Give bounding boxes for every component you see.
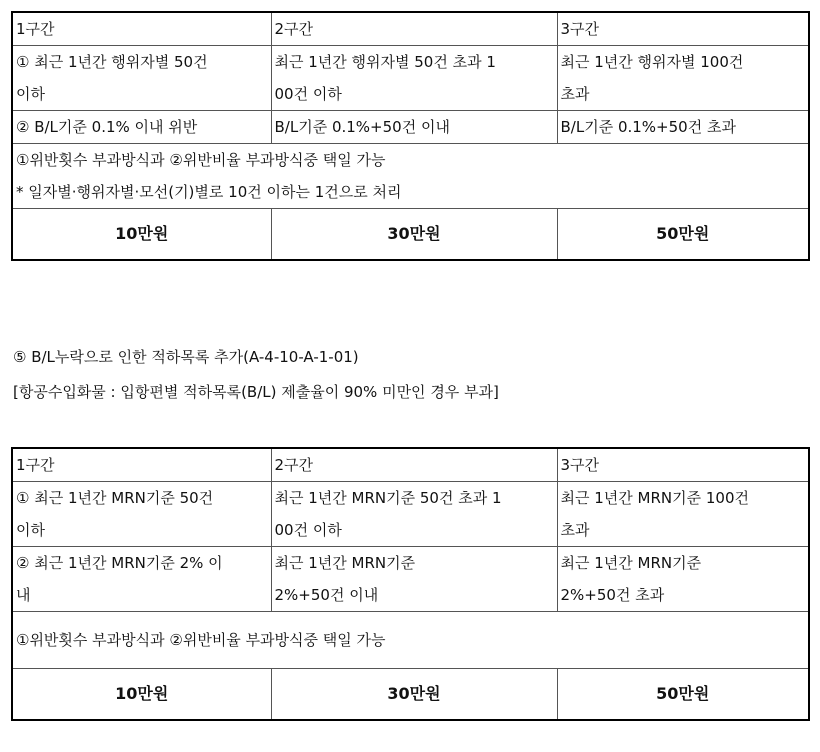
cell-line: 이하: [16, 521, 45, 539]
header-cell-3: 3구간: [557, 12, 809, 46]
tier3-ratio: [557, 547, 809, 612]
cell-line: 00건 이하: [274, 85, 342, 103]
cell-line: 최근 1년간 MRN기준: [560, 554, 702, 572]
fee-tier1: 10만원: [12, 669, 271, 721]
tier2-criteria: [271, 482, 557, 547]
tier1-ratio: ② B/L기준 0.1% 이내 위반: [12, 111, 271, 144]
tier2-ratio: [271, 547, 557, 612]
table-row: [12, 144, 809, 209]
cell-line: 최근 1년간 행위자별 100건: [560, 53, 744, 71]
cell-line: ② 최근 1년간 MRN기준 2% 이: [16, 554, 223, 572]
tier3-criteria: [557, 482, 809, 547]
header-cell-2: 2구간: [271, 12, 557, 46]
cell-line: 최근 1년간 MRN기준 100건: [560, 489, 749, 507]
tier1-criteria: [12, 46, 271, 111]
cell-line: 초과: [560, 521, 590, 539]
cell-line: 최근 1년간 MRN기준: [274, 554, 416, 572]
penalty-table-1: [11, 11, 810, 261]
notes-cell: [12, 144, 809, 209]
cell-line: 2%+50건 초과: [560, 586, 665, 604]
section-subtitle: [항공수입화물 : 입항편별 적하목록(B/L) 제출율이 90% 미만인 경우 부과]: [13, 383, 499, 401]
note-line: * 일자별·행위자별·모선(기)별로 10건 이하는 1건으로 처리: [16, 183, 402, 201]
cell-line: 2%+50건 이내: [274, 586, 379, 604]
fee-tier1: 10만원: [12, 209, 271, 261]
tier2-criteria: [271, 46, 557, 111]
table-header-row: [12, 12, 809, 46]
table-row: [12, 547, 809, 612]
header-cell-3: 3구간: [557, 448, 809, 482]
section-title: ⑤ B/L누락으로 인한 적하목록 추가(A-4-10-A-1-01): [13, 348, 359, 366]
tier1-criteria: [12, 482, 271, 547]
fee-tier3: 50만원: [557, 669, 809, 721]
fee-row: [12, 669, 809, 721]
cell-line: 00건 이하: [274, 521, 342, 539]
cell-line: 최근 1년간 MRN기준 50건 초과 1: [274, 489, 502, 507]
cell-line: 초과: [560, 85, 590, 103]
cell-line: 내: [16, 586, 31, 604]
cell-line: 최근 1년간 행위자별 50건 초과 1: [274, 53, 496, 71]
header-cell-1: 1구간: [12, 12, 271, 46]
tier1-ratio: [12, 547, 271, 612]
fee-tier2: 30만원: [271, 209, 557, 261]
tier3-criteria: [557, 46, 809, 111]
cell-line: ① 최근 1년간 MRN기준 50건: [16, 489, 214, 507]
fee-row: [12, 209, 809, 261]
header-cell-2: 2구간: [271, 448, 557, 482]
notes-cell: ①위반횟수 부과방식과 ②위반비율 부과방식중 택일 가능: [12, 612, 809, 669]
note-line: ①위반횟수 부과방식과 ②위반비율 부과방식중 택일 가능: [16, 151, 386, 169]
tier2-ratio: B/L기준 0.1%+50건 이내: [271, 111, 557, 144]
table-header-row: [12, 448, 809, 482]
cell-line: 이하: [16, 85, 45, 103]
table-row: [12, 46, 809, 111]
fee-tier2: 30만원: [271, 669, 557, 721]
table-row: [12, 482, 809, 547]
header-cell-1: 1구간: [12, 448, 271, 482]
tier3-ratio: B/L기준 0.1%+50건 초과: [557, 111, 809, 144]
cell-line: ① 최근 1년간 행위자별 50건: [16, 53, 208, 71]
table-row: [12, 111, 809, 144]
penalty-table-2: [11, 447, 810, 721]
fee-tier3: 50만원: [557, 209, 809, 261]
table-row: [12, 612, 809, 669]
